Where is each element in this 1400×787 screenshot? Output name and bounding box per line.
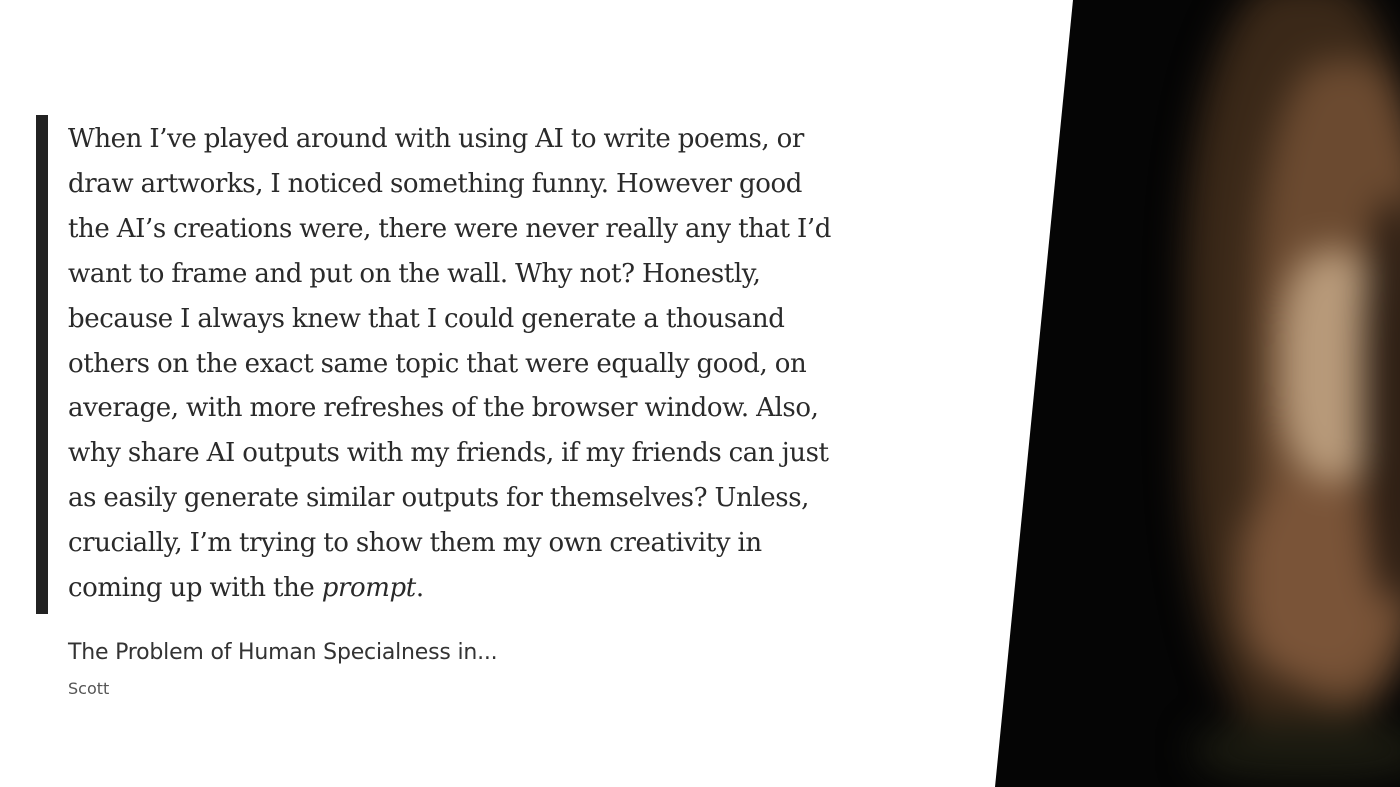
quote-line: because I always knew that I could generate a thousand	[68, 303, 785, 334]
quote-last-line	[68, 566, 936, 611]
quote-line: want to frame and put on the wall. Why not? Honestly,	[68, 258, 761, 289]
quote-last-line-prefix: coming up with the	[68, 573, 322, 604]
painting-bottom-region	[1195, 720, 1400, 780]
quote-line: draw artworks, I noticed something funny. However good	[68, 168, 803, 199]
quote-text	[68, 115, 936, 614]
source-author: Scott	[68, 679, 110, 698]
painting-edge-region	[1365, 200, 1400, 600]
quote-line: the AI’s creations were, there were never really any that I’d	[68, 213, 831, 244]
blockquote	[36, 115, 936, 614]
quote-line: others on the exact same topic that were equally good, on	[68, 348, 807, 379]
quote-emphasis: prompt	[321, 573, 416, 604]
quote-line: crucially, I’m trying to show them my own creativity in	[68, 528, 762, 559]
quote-last-line-suffix: .	[415, 573, 424, 604]
source-title[interactable]: The Problem of Human Specialness in...	[68, 640, 498, 665]
quote-line: average, with more refreshes of the browser window. Also,	[68, 393, 819, 424]
quote-line: as easily generate similar outputs for themselves? Unless,	[68, 483, 810, 514]
painting-blur-layer	[995, 0, 1400, 787]
blurred-painting-image	[995, 0, 1400, 787]
quote-line: why share AI outputs with my friends, if my friends can just	[68, 438, 829, 469]
quote-line: When I’ve played around with using AI to write poems, or	[68, 124, 804, 154]
